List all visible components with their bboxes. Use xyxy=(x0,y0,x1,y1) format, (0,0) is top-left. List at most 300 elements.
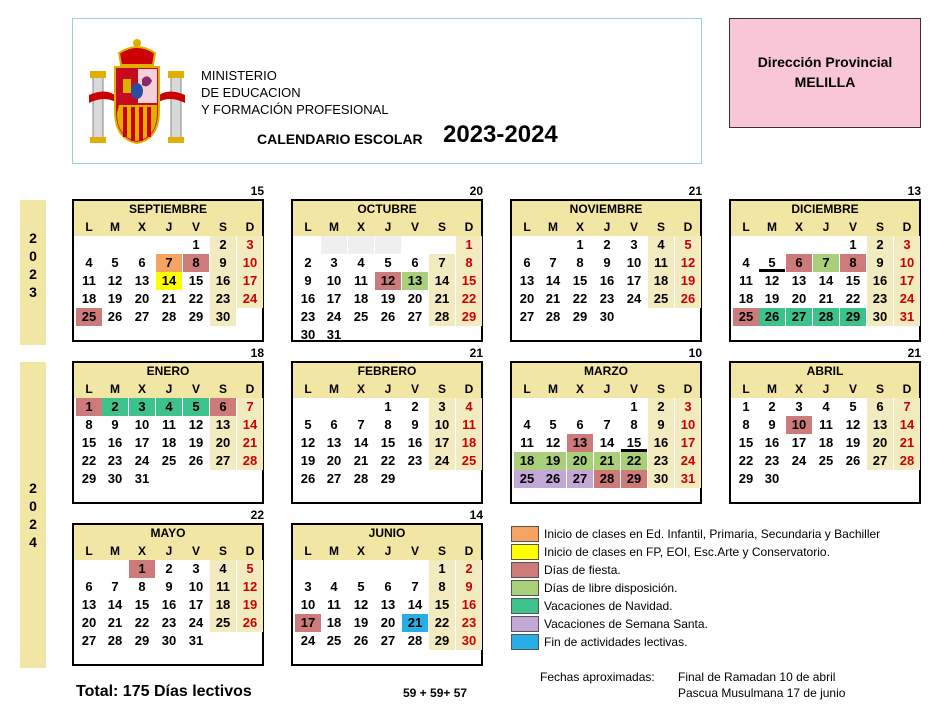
day-cell: 29 xyxy=(188,309,204,324)
day-cell: 17 xyxy=(429,434,455,452)
day-cell: 9 xyxy=(648,416,674,434)
day-cell: 18 xyxy=(326,615,342,630)
day-cell: 22 xyxy=(134,615,150,630)
day-cell: 7 xyxy=(603,417,611,432)
day-cell: 22 xyxy=(429,614,455,632)
legend-text: Inicio de clases en Ed. Infantil, Primaria, Secundaria y Bachiller xyxy=(544,527,881,541)
day-cell: 1 xyxy=(192,237,200,252)
day-cell: 10 xyxy=(429,416,455,434)
weekday-header: D xyxy=(683,220,693,234)
legend-swatch xyxy=(511,616,539,632)
day-cell: 24 xyxy=(675,452,701,470)
weekday-header: M xyxy=(329,220,339,234)
day-cell: 11 xyxy=(819,417,833,432)
day-cell: 17 xyxy=(894,272,920,290)
day-cell: 7 xyxy=(237,398,263,416)
day-cell: 23 xyxy=(764,453,780,468)
month-title: JUNIO xyxy=(293,525,481,542)
day-cell: 14 xyxy=(353,435,369,450)
month-title: FEBRERO xyxy=(293,363,481,380)
day-cell: 6 xyxy=(523,255,531,270)
ministry-line: DE EDUCACION xyxy=(201,85,301,100)
day-cell: 15 xyxy=(429,596,455,614)
empty-day-cell xyxy=(375,236,401,254)
day-cell: 7 xyxy=(549,255,557,270)
day-cell: 12 xyxy=(375,272,401,290)
weekday-header-row xyxy=(512,218,700,236)
day-cell: 1 xyxy=(429,560,455,578)
day-cell: 6 xyxy=(85,579,93,594)
day-cell: 24 xyxy=(791,453,807,468)
provincial-office-box xyxy=(729,18,921,128)
day-cell: 28 xyxy=(107,633,123,648)
weekday-header: J xyxy=(603,220,611,234)
day-cell: 12 xyxy=(237,578,263,596)
ministry-line: Y FORMACIÓN PROFESIONAL xyxy=(201,102,389,117)
day-cell: 6 xyxy=(867,398,893,416)
day-cell: 30 xyxy=(161,633,177,648)
day-cell: 4 xyxy=(822,399,830,414)
day-cell: 25 xyxy=(326,633,342,648)
day-cell: 2 xyxy=(648,398,674,416)
day-cell: 25 xyxy=(818,453,834,468)
office-line: Dirección Provincial xyxy=(757,54,893,70)
weekday-header: L xyxy=(304,382,312,396)
year-band-2024 xyxy=(20,362,46,668)
day-cell: 27 xyxy=(407,309,423,324)
day-cell: 2 xyxy=(102,398,128,416)
day-cell: 24 xyxy=(300,633,316,648)
day-cell: 5 xyxy=(183,398,209,416)
weekday-header: J xyxy=(384,220,392,234)
day-cell: 18 xyxy=(161,435,177,450)
day-cell: 24 xyxy=(188,615,204,630)
weekday-header-row xyxy=(512,380,700,398)
day-cell: 3 xyxy=(304,579,312,594)
month-febrero xyxy=(291,361,483,504)
day-cell: 12 xyxy=(675,254,701,272)
day-cell: 16 xyxy=(764,435,780,450)
month-noviembre xyxy=(510,199,702,342)
weekday-header: S xyxy=(218,220,227,234)
weekday-header: D xyxy=(902,382,912,396)
weekday-header-row xyxy=(731,380,919,398)
year-digit: 2 xyxy=(29,230,37,246)
weekday-header: V xyxy=(410,544,419,558)
coat-of-arms-icon xyxy=(87,37,187,149)
day-cell: 18 xyxy=(514,452,540,470)
weekday-header-row xyxy=(74,218,262,236)
legend-swatch xyxy=(511,562,539,578)
day-cell: 26 xyxy=(188,453,204,468)
day-cell: 14 xyxy=(407,597,423,612)
day-cell: 29 xyxy=(456,308,482,326)
weekday-header: V xyxy=(191,220,200,234)
month-title: OCTUBRE xyxy=(293,201,481,218)
day-cell: 25 xyxy=(456,452,482,470)
weekday-header: M xyxy=(548,220,558,234)
day-cell: 14 xyxy=(237,416,263,434)
day-cell: 18 xyxy=(353,291,369,306)
day-cell: 26 xyxy=(380,309,396,324)
day-cell: 10 xyxy=(326,273,342,288)
day-cell: 13 xyxy=(867,416,893,434)
day-cell: 19 xyxy=(540,452,566,470)
month-title: MARZO xyxy=(512,363,700,380)
day-cell: 22 xyxy=(621,452,647,470)
day-cell: 11 xyxy=(456,416,482,434)
day-cell: 6 xyxy=(210,398,236,416)
day-cell: 23 xyxy=(300,309,316,324)
day-cell: 22 xyxy=(845,291,861,306)
header-panel xyxy=(72,18,702,164)
day-cell: 11 xyxy=(648,254,674,272)
day-cell: 28 xyxy=(161,309,177,324)
month-septiembre xyxy=(72,199,264,342)
day-cell: 3 xyxy=(429,398,455,416)
day-cell: 15 xyxy=(738,435,754,450)
day-cell: 21 xyxy=(107,615,123,630)
weekday-header: S xyxy=(218,544,227,558)
month-school-days-count: 10 xyxy=(688,346,702,360)
day-cell: 5 xyxy=(357,579,365,594)
day-cell: 21 xyxy=(237,434,263,452)
weekday-header-row xyxy=(293,218,481,236)
day-cell: 2 xyxy=(411,399,419,414)
weekday-header: V xyxy=(629,382,638,396)
day-cell: 4 xyxy=(156,398,182,416)
day-cell: 3 xyxy=(675,398,701,416)
day-cell: 29 xyxy=(840,308,866,326)
day-cell: 20 xyxy=(407,291,423,306)
day-cell: 14 xyxy=(599,435,615,450)
day-cell: 21 xyxy=(429,290,455,308)
day-cell: 10 xyxy=(300,597,316,612)
day-cell: 12 xyxy=(107,273,123,288)
day-cell: 30 xyxy=(648,470,674,488)
day-cell: 21 xyxy=(894,434,920,452)
weekday-header: V xyxy=(848,220,857,234)
day-cell: 2 xyxy=(304,255,312,270)
day-cell: 19 xyxy=(353,615,369,630)
day-cell: 19 xyxy=(675,272,701,290)
day-cell: 13 xyxy=(134,273,150,288)
month-title: ABRIL xyxy=(731,363,919,380)
day-cell: 2 xyxy=(603,237,611,252)
day-cell: 12 xyxy=(764,273,780,288)
day-cell: 14 xyxy=(429,272,455,290)
weekday-header: L xyxy=(523,220,531,234)
weekday-header: D xyxy=(245,544,255,558)
weekday-header: X xyxy=(356,220,365,234)
day-cell: 16 xyxy=(599,273,615,288)
day-cell: 4 xyxy=(210,560,236,578)
day-cell: 8 xyxy=(138,579,146,594)
month-school-days-count: 21 xyxy=(907,346,921,360)
day-cell: 5 xyxy=(549,417,557,432)
day-cell: 3 xyxy=(795,399,803,414)
day-cell: 18 xyxy=(648,272,674,290)
day-cell: 27 xyxy=(567,470,593,488)
day-cell: 11 xyxy=(520,435,534,450)
day-cell: 19 xyxy=(380,291,396,306)
weekday-header: L xyxy=(304,544,312,558)
month-school-days-count: 21 xyxy=(469,346,483,360)
weekday-header: X xyxy=(575,382,584,396)
month-marzo xyxy=(510,361,702,504)
weekday-header: D xyxy=(902,220,912,234)
day-cell: 25 xyxy=(514,470,540,488)
days-breakdown: 59 + 59+ 57 xyxy=(403,686,468,700)
day-cell: 24 xyxy=(134,453,150,468)
day-cell: 26 xyxy=(759,308,785,326)
weekday-header: J xyxy=(165,220,173,234)
day-cell: 28 xyxy=(353,471,369,486)
weekday-header: S xyxy=(656,220,665,234)
month-abril xyxy=(729,361,921,504)
day-cell: 5 xyxy=(384,255,392,270)
weekday-header: L xyxy=(742,220,750,234)
day-cell: 13 xyxy=(210,416,236,434)
weekday-header: D xyxy=(464,382,474,396)
day-cell: 16 xyxy=(407,435,423,450)
day-cell: 9 xyxy=(165,579,173,594)
day-cell: 17 xyxy=(134,435,150,450)
weekday-header: M xyxy=(767,220,777,234)
day-cell: 1 xyxy=(129,560,155,578)
day-cell: 26 xyxy=(353,633,369,648)
day-cell: 22 xyxy=(456,290,482,308)
day-cell: 26 xyxy=(845,453,861,468)
day-cell: 28 xyxy=(594,470,620,488)
day-cell: 2 xyxy=(165,561,173,576)
day-cell: 13 xyxy=(326,435,342,450)
day-cell: 1 xyxy=(456,236,482,254)
day-cell: 31 xyxy=(188,633,204,648)
day-cell: 12 xyxy=(353,597,369,612)
day-cell: 15 xyxy=(81,435,97,450)
weekday-header-row xyxy=(293,380,481,398)
day-cell: 28 xyxy=(894,452,920,470)
day-cell: 8 xyxy=(429,578,455,596)
day-cell: 17 xyxy=(626,273,642,288)
day-cell: 15 xyxy=(380,435,396,450)
weekday-header: V xyxy=(191,544,200,558)
approx-dates-label: Fechas aproximadas: xyxy=(540,670,655,684)
weekday-header: M xyxy=(329,544,339,558)
day-cell: 22 xyxy=(380,453,396,468)
day-cell: 24 xyxy=(894,290,920,308)
legend-text: Vacaciones de Semana Santa. xyxy=(544,617,708,631)
day-cell: 2 xyxy=(210,236,236,254)
weekday-header: V xyxy=(191,382,200,396)
day-cell: 14 xyxy=(107,597,123,612)
day-cell: 13 xyxy=(519,273,535,288)
day-cell: 15 xyxy=(621,434,647,452)
weekday-header: X xyxy=(137,382,146,396)
day-cell: 7 xyxy=(894,398,920,416)
day-cell: 29 xyxy=(738,471,754,486)
day-cell: 13 xyxy=(402,272,428,290)
day-cell: 23 xyxy=(867,290,893,308)
day-cell: 1 xyxy=(384,399,392,414)
day-cell: 17 xyxy=(326,291,342,306)
month-mayo xyxy=(72,523,264,666)
weekday-header: X xyxy=(137,544,146,558)
year-digit: 2 xyxy=(29,480,37,496)
day-cell: 10 xyxy=(134,417,150,432)
day-cell: 5 xyxy=(237,560,263,578)
legend-swatch xyxy=(511,634,539,650)
day-cell: 7 xyxy=(813,254,839,272)
day-cell: 21 xyxy=(353,453,369,468)
month-school-days-count: 15 xyxy=(250,184,264,198)
day-cell: 4 xyxy=(456,398,482,416)
day-cell: 9 xyxy=(210,254,236,272)
day-cell: 11 xyxy=(210,578,236,596)
day-cell: 18 xyxy=(738,291,754,306)
day-cell: 19 xyxy=(188,435,204,450)
day-cell: 23 xyxy=(599,291,615,306)
day-cell: 28 xyxy=(813,308,839,326)
day-cell: 26 xyxy=(675,290,701,308)
day-cell: 4 xyxy=(85,255,93,270)
day-cell: 23 xyxy=(407,453,423,468)
day-cell: 15 xyxy=(845,273,861,288)
month-title: MAYO xyxy=(74,525,262,542)
day-cell: 29 xyxy=(621,470,647,488)
day-cell: 16 xyxy=(456,596,482,614)
day-cell: 9 xyxy=(456,578,482,596)
weekday-header: S xyxy=(656,382,665,396)
day-cell: 27 xyxy=(786,308,812,326)
month-title: NOVIEMBRE xyxy=(512,201,700,218)
day-cell: 27 xyxy=(519,309,535,324)
weekday-header: S xyxy=(875,382,884,396)
day-cell: 8 xyxy=(456,254,482,272)
day-cell: 16 xyxy=(300,291,316,306)
day-cell: 1 xyxy=(76,398,102,416)
day-cell: 24 xyxy=(429,452,455,470)
day-cell: 16 xyxy=(867,272,893,290)
day-cell: 15 xyxy=(572,273,588,288)
weekday-header: J xyxy=(384,382,392,396)
day-cell: 4 xyxy=(742,255,750,270)
day-cell: 4 xyxy=(523,417,531,432)
day-cell: 19 xyxy=(845,435,861,450)
day-cell: 11 xyxy=(354,273,368,288)
weekday-header: V xyxy=(848,382,857,396)
day-cell: 28 xyxy=(237,452,263,470)
weekday-header: X xyxy=(794,220,803,234)
day-cell: 27 xyxy=(867,452,893,470)
day-cell: 31 xyxy=(134,471,150,486)
weekday-header: S xyxy=(437,220,446,234)
weekday-header: L xyxy=(304,220,312,234)
ministry-name xyxy=(201,67,389,118)
day-cell: 25 xyxy=(76,308,102,326)
day-cell: 3 xyxy=(894,236,920,254)
day-cell: 10 xyxy=(188,579,204,594)
day-cell: 14 xyxy=(818,273,834,288)
day-cell: 6 xyxy=(384,579,392,594)
day-cell: 17 xyxy=(295,614,321,632)
day-cell: 16 xyxy=(107,435,123,450)
month-title: ENERO xyxy=(74,363,262,380)
weekday-header: X xyxy=(575,220,584,234)
day-cell: 19 xyxy=(237,596,263,614)
day-cell: 22 xyxy=(81,453,97,468)
weekday-header: S xyxy=(875,220,884,234)
calendar-label: CALENDARIO ESCOLAR xyxy=(257,131,423,147)
day-cell: 29 xyxy=(134,633,150,648)
day-cell: 29 xyxy=(572,309,588,324)
weekday-header-row xyxy=(731,218,919,236)
day-cell: 26 xyxy=(237,614,263,632)
weekday-header: L xyxy=(85,220,93,234)
day-cell: 21 xyxy=(161,291,177,306)
day-cell: 6 xyxy=(330,417,338,432)
month-school-days-count: 18 xyxy=(250,346,264,360)
day-cell: 2 xyxy=(768,399,776,414)
weekday-header: V xyxy=(629,220,638,234)
day-cell: 1 xyxy=(742,399,750,414)
day-cell: 14 xyxy=(156,272,182,290)
day-cell: 20 xyxy=(380,615,396,630)
day-cell: 12 xyxy=(545,435,561,450)
day-cell: 30 xyxy=(867,308,893,326)
month-enero xyxy=(72,361,264,504)
day-cell: 10 xyxy=(786,416,812,434)
day-cell: 17 xyxy=(675,434,701,452)
weekday-header: J xyxy=(822,220,830,234)
weekday-header: L xyxy=(742,382,750,396)
day-cell: 28 xyxy=(429,308,455,326)
weekday-header: J xyxy=(822,382,830,396)
day-cell: 27 xyxy=(326,471,342,486)
month-school-days-count: 20 xyxy=(469,184,483,198)
ministry-line: MINISTERIO xyxy=(201,68,277,83)
day-cell: 23 xyxy=(161,615,177,630)
day-cell: 22 xyxy=(188,291,204,306)
empty-day-cell xyxy=(321,236,347,254)
weekday-header: V xyxy=(410,382,419,396)
weekday-header: D xyxy=(245,382,255,396)
total-school-days: Total: 175 Días lectivos xyxy=(76,683,252,700)
day-cell: 20 xyxy=(567,452,593,470)
weekday-header: S xyxy=(218,382,227,396)
day-cell: 15 xyxy=(188,273,204,288)
day-cell: 25 xyxy=(648,290,674,308)
weekday-header: M xyxy=(548,382,558,396)
day-cell: 24 xyxy=(326,309,342,324)
month-title: DICIEMBRE xyxy=(731,201,919,218)
day-cell: 1 xyxy=(849,237,857,252)
day-cell: 10 xyxy=(675,416,701,434)
day-cell: 20 xyxy=(326,453,342,468)
day-cell: 8 xyxy=(384,417,392,432)
day-cell: 28 xyxy=(407,633,423,648)
day-cell: 10 xyxy=(894,254,920,272)
day-cell: 5 xyxy=(849,399,857,414)
month-octubre xyxy=(291,199,483,342)
weekday-header: L xyxy=(85,382,93,396)
day-cell: 9 xyxy=(768,417,776,432)
legend-text: Días de libre disposición. xyxy=(544,581,678,595)
day-cell: 3 xyxy=(330,255,338,270)
day-cell: 5 xyxy=(304,417,312,432)
day-cell: 17 xyxy=(791,435,807,450)
